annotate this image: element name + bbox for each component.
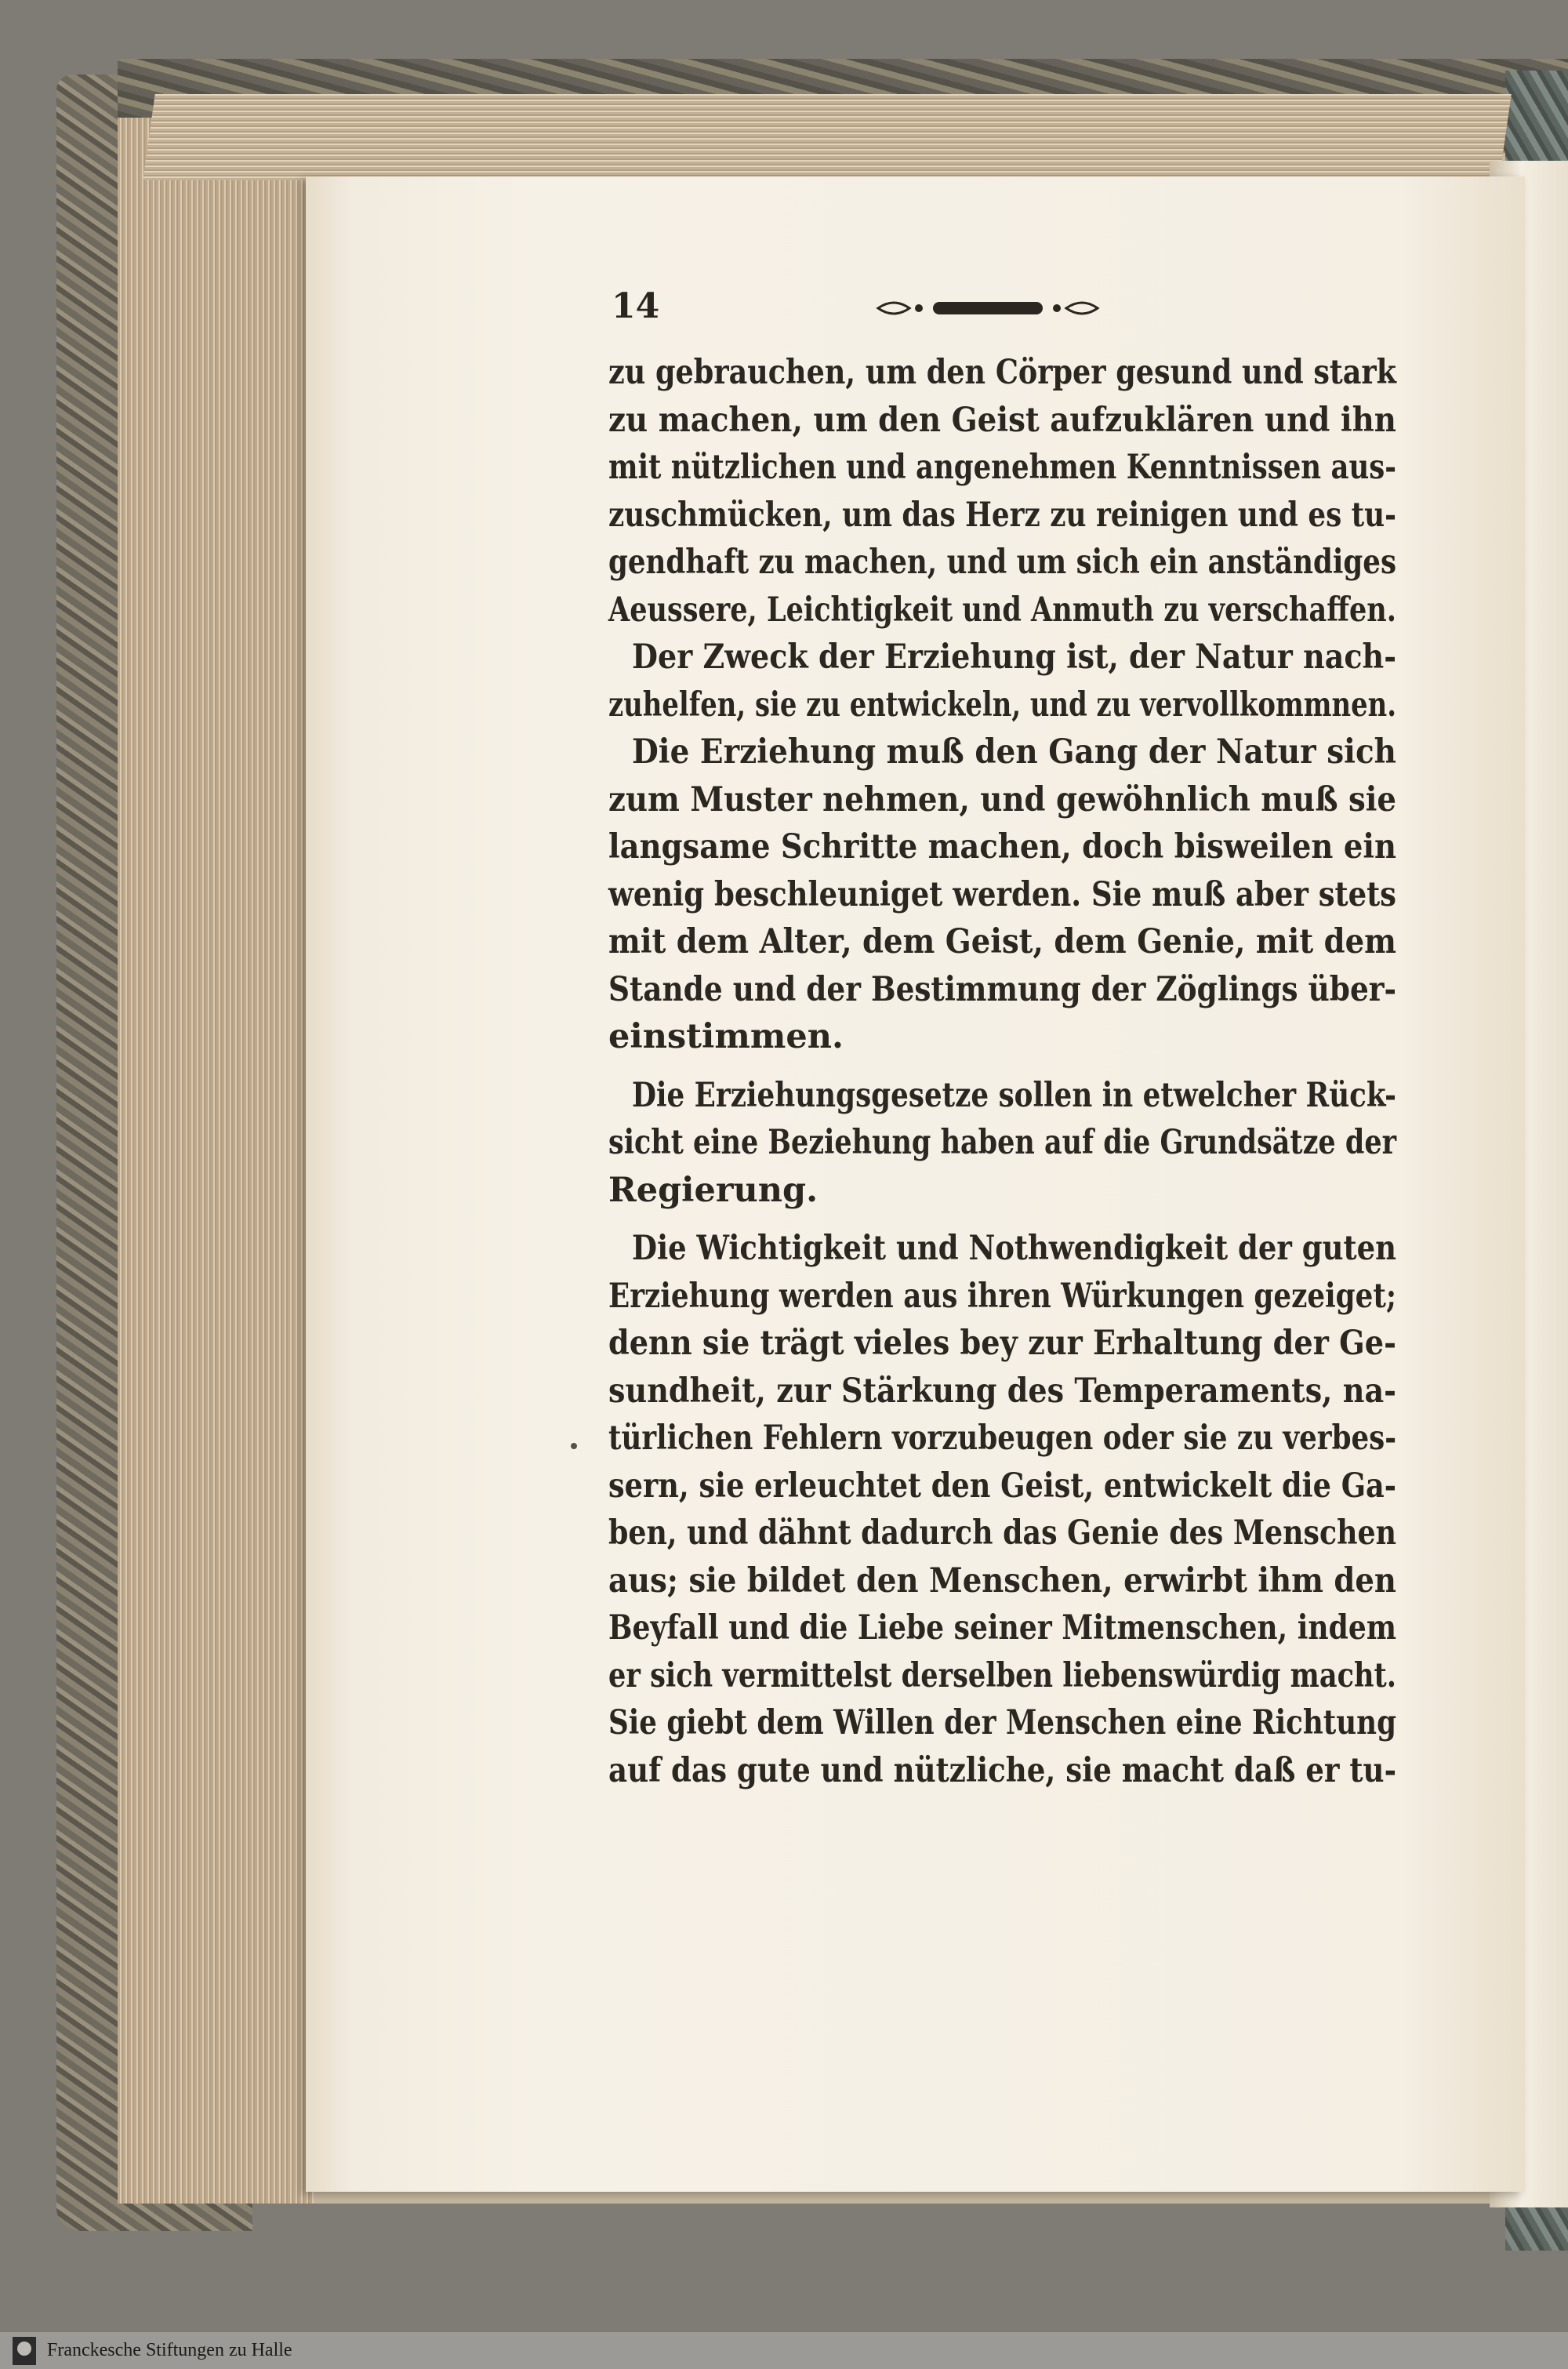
text-line: wenig beschleuniget werden. Sie muß aber stets bbox=[608, 874, 1396, 914]
text-line: Stande und der Bestimmung der Zöglings über- bbox=[608, 969, 1396, 1009]
text-line: Beyfall und die Liebe seiner Mitmenschen, indem bbox=[608, 1608, 1396, 1648]
text-line: Regierung. bbox=[608, 1170, 818, 1210]
running-head bbox=[612, 286, 1396, 333]
ornament-divider-icon bbox=[870, 292, 1105, 324]
text-line: zu gebrauchen, um den Cörper gesund und stark bbox=[608, 353, 1396, 392]
text-line: Der Zweck der Erziehung ist, der Natur nach- bbox=[632, 638, 1396, 677]
institution-logo-icon bbox=[13, 2337, 36, 2365]
text-line: denn sie trägt vieles bey zur Erhaltung der Ge- bbox=[608, 1324, 1396, 1363]
text-line: langsame Schritte machen, doch bisweilen ein bbox=[608, 827, 1396, 867]
margin-ink-dot bbox=[571, 1443, 577, 1449]
text-line: aus; sie bildet den Menschen, erwirbt ihm den bbox=[608, 1561, 1396, 1601]
text-line: sundheit, zur Stärkung des Temperaments, na- bbox=[608, 1371, 1396, 1411]
text-line: Sie giebt dem Willen der Menschen eine Richtung bbox=[608, 1703, 1396, 1742]
footer-institution: Franckesche Stiftungen zu Halle bbox=[47, 2340, 292, 2360]
body-text bbox=[608, 349, 1396, 1794]
page-edges-top bbox=[143, 94, 1511, 180]
paragraph-gap bbox=[608, 1061, 1396, 1072]
text-line: Die Erziehung muß den Gang der Natur sich bbox=[632, 732, 1396, 772]
footer-bar bbox=[0, 2332, 1568, 2369]
page-edges bbox=[118, 118, 314, 2204]
page-number: 14 bbox=[612, 286, 660, 326]
text-line: Aeussere, Leichtigkeit und Anmuth zu verschaffen. bbox=[608, 590, 1396, 630]
text-line: zuschmücken, um das Herz zu reinigen und es tu- bbox=[608, 495, 1396, 535]
text-line: Die Erziehungsgesetze sollen in etwelcher Rück- bbox=[632, 1075, 1396, 1115]
text-line: zuhelfen, sie zu entwickeln, und zu vervollkommnen. bbox=[608, 685, 1396, 725]
text-line: zu machen, um den Geist aufzuklären und ihn bbox=[608, 400, 1396, 440]
paragraph-gap bbox=[608, 1214, 1396, 1225]
text-line: sicht eine Beziehung haben auf die Grundsätze der bbox=[608, 1123, 1396, 1162]
text-line: mit nützlichen und angenehmen Kenntnissen aus- bbox=[608, 448, 1396, 487]
text-line: er sich vermittelst derselben liebenswürdig macht. bbox=[608, 1655, 1396, 1695]
text-line: Erziehung werden aus ihren Würkungen gezeiget; bbox=[608, 1276, 1396, 1316]
text-line: sern, sie erleuchtet den Geist, entwickelt die Ga- bbox=[608, 1466, 1396, 1506]
text-line: einstimmen. bbox=[608, 1017, 844, 1056]
text-line: türlichen Fehlern vorzubeugen oder sie zu verbes- bbox=[608, 1419, 1396, 1458]
text-line: auf das gute und nützliche, sie macht daß er tu- bbox=[608, 1750, 1396, 1790]
text-line: gendhaft zu machen, und um sich ein anständiges bbox=[608, 543, 1396, 582]
text-line: Die Wichtigkeit und Nothwendigkeit der guten bbox=[632, 1229, 1396, 1268]
text-line: ben, und dähnt dadurch das Genie des Menschen bbox=[608, 1513, 1396, 1553]
text-line: mit dem Alter, dem Geist, dem Genie, mit dem bbox=[608, 922, 1396, 961]
text-line: zum Muster nehmen, und gewöhnlich muß sie bbox=[608, 779, 1396, 819]
